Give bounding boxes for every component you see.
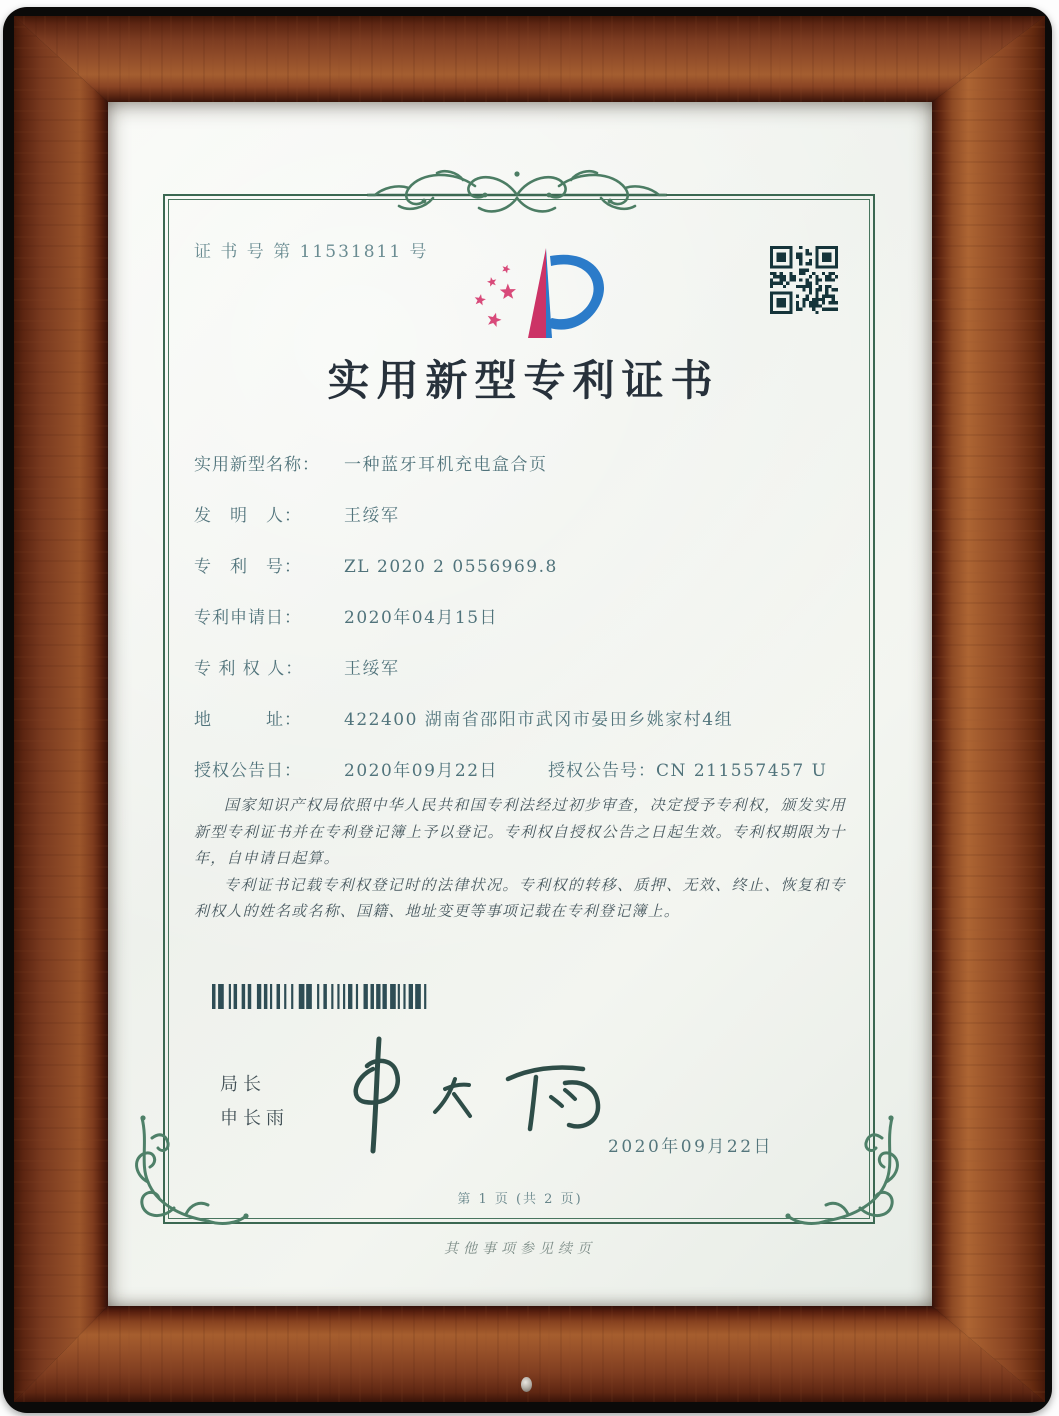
field-value: 2020年04月15日 bbox=[344, 608, 499, 628]
corner-flourish-bottom-right-icon bbox=[774, 1104, 906, 1236]
qr-code-icon bbox=[770, 246, 838, 314]
signer-block bbox=[220, 1068, 289, 1136]
legal-paragraph-1: 国家知识产权局依照中华人民共和国专利法经过初步审查，决定授予专利权，颁发实用新型专利证书并在专利登记簿上予以登记。专利权自授权公告之日起生效。专利权期限为十年，自申请日起算。 bbox=[194, 796, 846, 867]
legal-paragraph-2: 专利证书记载专利权登记时的法律状况。专利权的转移、质押、无效、终止、恢复和专利权人的姓名或名称、国籍、地址变更等事项记载在专利登记簿上。 bbox=[194, 875, 846, 920]
cnipa-logo-icon bbox=[446, 242, 610, 350]
footer-note: 其他事项参见续页 bbox=[444, 1241, 596, 1257]
field-row bbox=[194, 554, 874, 581]
logo-p-bowl bbox=[548, 255, 604, 330]
field-value-2: CN 211557457 U bbox=[656, 761, 828, 781]
field-value: 一种蓝牙耳机充电盒合页 bbox=[344, 455, 548, 475]
field-row bbox=[194, 503, 874, 530]
director-signature-icon bbox=[303, 1027, 653, 1167]
certificate-paper bbox=[108, 102, 932, 1306]
frame-wood-right bbox=[932, 16, 1045, 1402]
field-row bbox=[194, 605, 874, 632]
signer-title: 局长 bbox=[220, 1074, 266, 1095]
field-value: 王绥军 bbox=[344, 506, 400, 526]
frame-stand-pin bbox=[521, 1377, 532, 1392]
frame-wood-top bbox=[14, 16, 1045, 102]
logo-spike-left bbox=[528, 248, 546, 338]
field-value: 2020年09月22日 bbox=[344, 761, 499, 781]
field-row bbox=[194, 656, 874, 683]
field-list bbox=[194, 452, 874, 809]
signer-name: 申长雨 bbox=[220, 1108, 289, 1129]
field-label: 实用新型名称： bbox=[194, 455, 320, 475]
field-label: 地 址： bbox=[194, 710, 302, 730]
field-value: 422400 湖南省邵阳市武冈市晏田乡姚家村4组 bbox=[344, 710, 734, 730]
field-label: 专 利 权 人： bbox=[194, 659, 304, 679]
certificate-number: 证 书 号 第 11531811 号 bbox=[194, 242, 429, 262]
legal-paragraphs bbox=[194, 792, 846, 925]
field-label: 专 利 号： bbox=[194, 557, 302, 577]
certificate-title: 实用新型专利证书 bbox=[327, 356, 720, 405]
top-scroll-ornament-icon bbox=[362, 162, 672, 228]
issue-date: 2020年09月22日 bbox=[608, 1137, 774, 1157]
field-label: 专利申请日： bbox=[194, 608, 302, 628]
field-row bbox=[194, 452, 874, 479]
field-label: 发 明 人： bbox=[194, 506, 302, 526]
field-row bbox=[194, 707, 874, 734]
frame-wood-left bbox=[14, 16, 108, 1402]
field-value: 王绥军 bbox=[344, 659, 400, 679]
field-row bbox=[194, 758, 874, 785]
page-indicator: 第 1 页 (共 2 页) bbox=[457, 1192, 583, 1207]
barcode-icon bbox=[212, 984, 430, 1009]
logo-stars bbox=[475, 265, 516, 327]
field-value: ZL 2020 2 0556969.8 bbox=[344, 557, 558, 577]
field-label-2: 授权公告号： bbox=[548, 761, 657, 781]
field-label: 授权公告日： bbox=[194, 761, 302, 781]
